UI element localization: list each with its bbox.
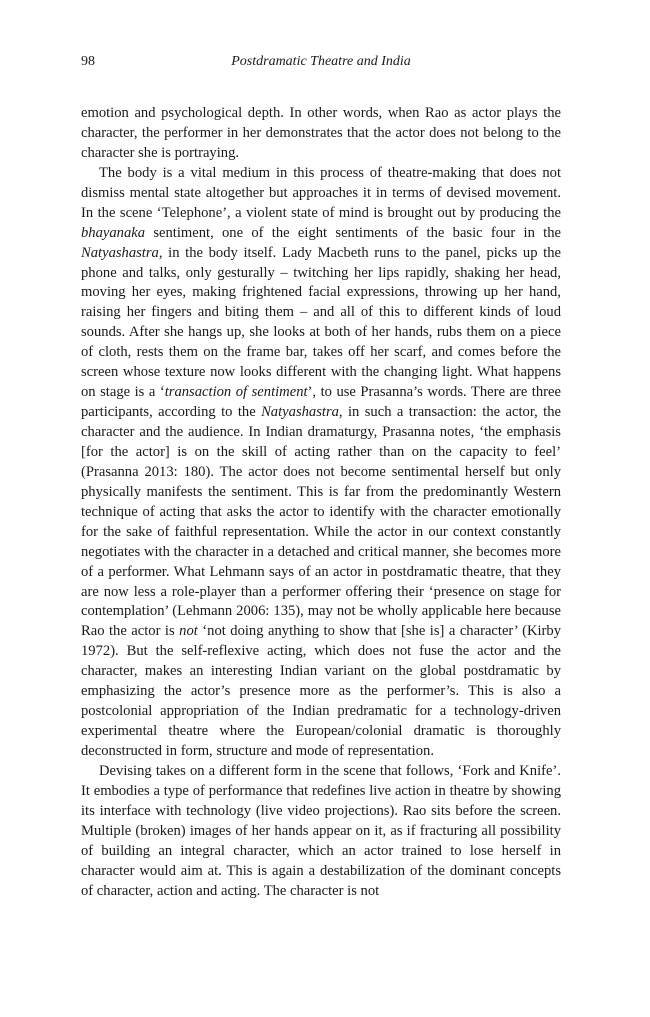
text-segment: , in such a transaction: the actor, the character and the audience. In Indian dramaturgy, Prasanna notes, ‘the emphasis [for the actor] is on the skill of acting rather than on the capacity to feel’ (Prasanna 2013: 180). The actor does not become sentimental herself but only physically manifests the sentiment. This is far from the predominantly Western technique of acting that asks the actor to identify with the character emotionally for the sake of faithful representation. While the actor in our context constantly negotiates with the character in a detached and critical manner, she becomes more of a performer. What Lehmann says of an actor in postdramatic theatre, that they are now less a role-player than a performer offering their ‘presence on stage for contemplation’ (Lehmann 2006: 135), may not be wholly applicable here because Rao the actor is [81,404,561,640]
text-segment: sentiment, one of the eight sentiments of the basic four in the [145,224,561,241]
paragraph-3 [81,762,561,902]
italic-term: not [179,623,198,640]
running-title: Postdramatic Theatre and India [231,54,411,69]
running-header [81,52,561,74]
text-segment: Devising takes on a different form in the scene that follows, ‘Fork and Knife’. It embodies a type of performance that redefines live action in theatre by showing its interface with technology (live video projections). Rao sits before the screen. Multiple (broken) images of her hands appear on it, as if fracturing all possibility of building an integral character, which an actor trained to lose herself in character would aim at. This is again a destabilization of the dominant concepts of character, action and acting. The character is not [81,762,561,899]
text-segment: ‘not doing anything to show that [she is] a character’ (Kirby 1972). But the self-reflexive acting, which does not fuse the actor and the character, makes an interesting Indian variant on the global postdramatic by emphasizing the actor’s presence more as the performer’s. This is also a postcolonial appropriation of the Indian predramatic for a technology-driven experimental theatre where the European/​colonial dramatic is thoroughly deconstructed in form, structure and mode of representation. [81,623,561,759]
document-page [81,52,561,902]
text-segment: ’, to use Prasanna’s words. There are three participants, according to the [81,384,561,421]
paragraph-1 [81,104,561,164]
body-text [81,104,561,902]
italic-term: bhayanaka [81,224,146,241]
page-number: 98 [81,54,95,69]
italic-term: Natyashastra [261,404,339,421]
italic-term: Natyashastra [81,244,159,261]
paragraph-2 [81,164,561,762]
text-segment: emotion and psychological depth. In other words, when Rao as actor plays the character, the performer in her demonstrates that the actor does not belong to the character she is portraying. [81,105,561,161]
text-segment: , in the body itself. Lady Macbeth runs to the panel, picks up the phone and talks, only gesturally – twitching her lips rapidly, shaking her head, moving her eyes, making frightened facial expressions, throwing up her hand, raising her fingers and biting them – and all of this to different kinds of loud sounds. After she hangs up, she looks at both of her hands, rubs them on a piece of cloth, rests them on the frame bar, takes off her scarf, and comes before the screen whose texture now looks different with the changing light. What happens on stage is a ‘ [81,244,561,401]
italic-term: transaction of sentiment [164,384,308,401]
text-segment: The body is a vital medium in this process of theatre-making that does not dismiss mental state altogether but approaches it in terms of devised movement. In the scene ‘Telephone’, a violent state of mind is brought out by producing the [81,164,561,221]
